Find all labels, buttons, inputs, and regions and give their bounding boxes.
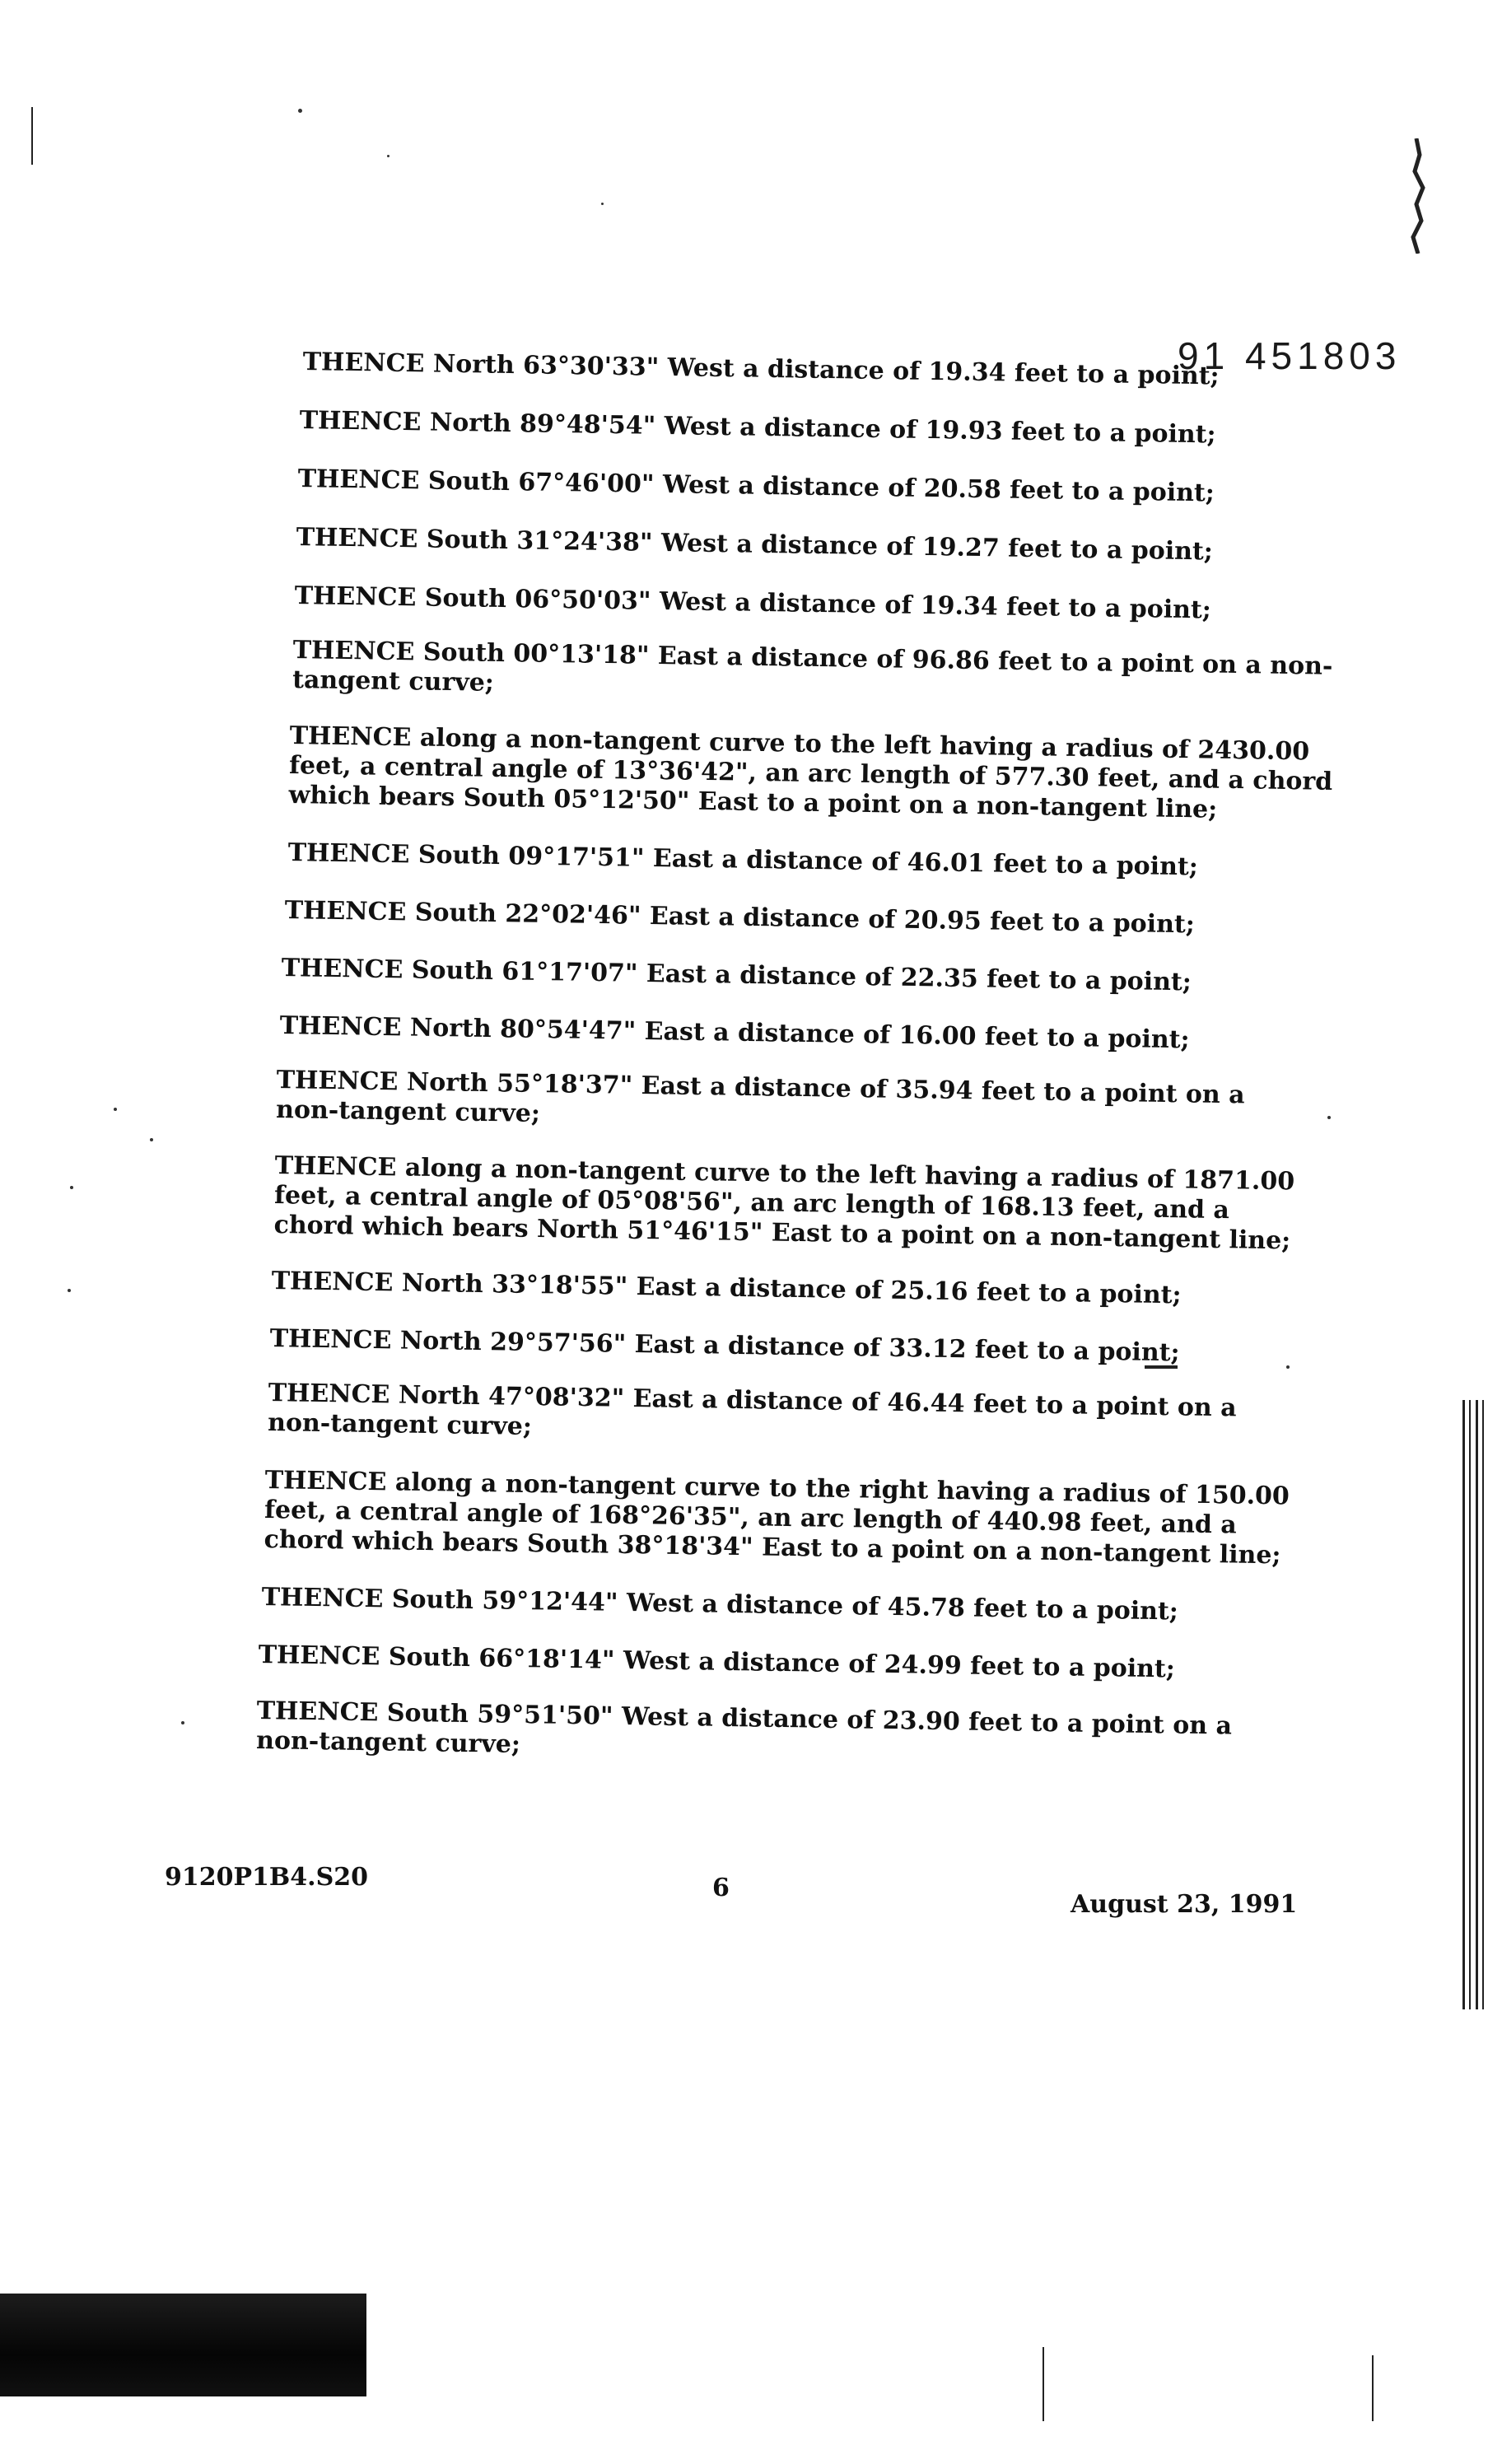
scan-speck (298, 109, 302, 113)
scan-speck (387, 155, 389, 157)
scan-speck (114, 1108, 117, 1111)
course-line: THENCE North 55°18'37" East a distance of 35.94 feet to a point on a non-tangent curve; (275, 1066, 1245, 1129)
course-line: THENCE North 29°57'56" East a distance of 33.12 feet to a point; (269, 1324, 1180, 1368)
scan-edge-line (31, 107, 33, 165)
scan-edge-line (1476, 1400, 1478, 2009)
course-line: THENCE South 59°51'50" West a distance of 23.90 feet to a point on a non-tangent curve; (255, 1696, 1233, 1760)
footer-page-number: 6 (712, 1874, 730, 1902)
scan-edge-line (1462, 1400, 1465, 2009)
scan-edge-line (1043, 2347, 1044, 2421)
footer-date: August 23, 1991 (1071, 1890, 1298, 1919)
course-line: THENCE South 59°12'44" West a distance of 45.78 feet to a point; (261, 1583, 1179, 1626)
course-line: THENCE along a non-tangent curve to the right having a radius of 150.00 feet, a central angle of 168°26'35", an arc length of 440.98 feet, and a chord which bears South 38°18'34" East to a point on a non-tangent line; (264, 1466, 1290, 1570)
scan-speck (1327, 1116, 1331, 1119)
course-line: THENCE along a non-tangent curve to the left having a radius of 2430.00 feet, a central angle of 13°36'42", an arc length of 577.30 feet, and a chord which bears South 05°12'50" East to a point on a non-tangent line; (288, 721, 1333, 824)
record-number: 91 451803 (1178, 334, 1402, 377)
course-line: THENCE South 09°17'51" East a distance of 46.01 feet to a point; (287, 838, 1199, 882)
course-line: THENCE South 66°18'14" West a distance of 24.99 feet to a point; (258, 1640, 1176, 1684)
scan-speck (70, 1186, 73, 1189)
scan-speck (181, 1721, 184, 1724)
course-line: THENCE South 67°46'00" West a distance of 20.58 feet to a point; (297, 464, 1215, 508)
course-line: THENCE North 33°18'55" East a distance of 25.16 feet to a point; (271, 1267, 1182, 1310)
course-line: THENCE along a non-tangent curve to the left having a radius of 1871.00 feet, a central angle of 05°08'56", an arc length of 168.13 feet, and a chord which bears North 51°46'15" East to a point on a non-tangent line; (273, 1151, 1295, 1256)
scan-speck (68, 1289, 71, 1292)
course-line: THENCE South 00°13'18" East a distance of 96.86 feet to a point on a non-tangent curve; (292, 636, 1333, 698)
scan-edge-line (1469, 1400, 1471, 2009)
course-line: THENCE South 22°02'46" East a distance of 20.95 feet to a point; (284, 896, 1196, 940)
scan-edge-line (1372, 2355, 1374, 2421)
scan-dark-block (0, 2294, 366, 2396)
footer-file-code: 9120P1B4.S20 (165, 1863, 369, 1892)
course-line: THENCE South 61°17'07" East a distance of 22.35 feet to a point; (281, 954, 1192, 997)
course-line: THENCE South 31°24'38" West a distance of 19.27 feet to a point; (296, 523, 1214, 567)
scan-speck (150, 1138, 153, 1141)
course-line: THENCE South 06°50'03" West a distance of 19.34 feet to a point; (294, 581, 1212, 625)
course-line: THENCE North 80°54'47" East a distance of 16.00 feet to a point; (279, 1011, 1190, 1055)
course-line: THENCE North 63°30'33" West a distance of 19.34 feet to a point; (302, 348, 1220, 391)
course-line: THENCE North 89°48'54" West a distance of 19.93 feet to a point; (299, 406, 1216, 450)
scan-edge-line (1482, 1400, 1484, 2009)
course-line: THENCE North 47°08'32" East a distance of 46.44 feet to a point on a non-tangent curve; (267, 1379, 1237, 1442)
binding-mark-icon (1408, 138, 1431, 254)
scan-speck (601, 203, 604, 205)
